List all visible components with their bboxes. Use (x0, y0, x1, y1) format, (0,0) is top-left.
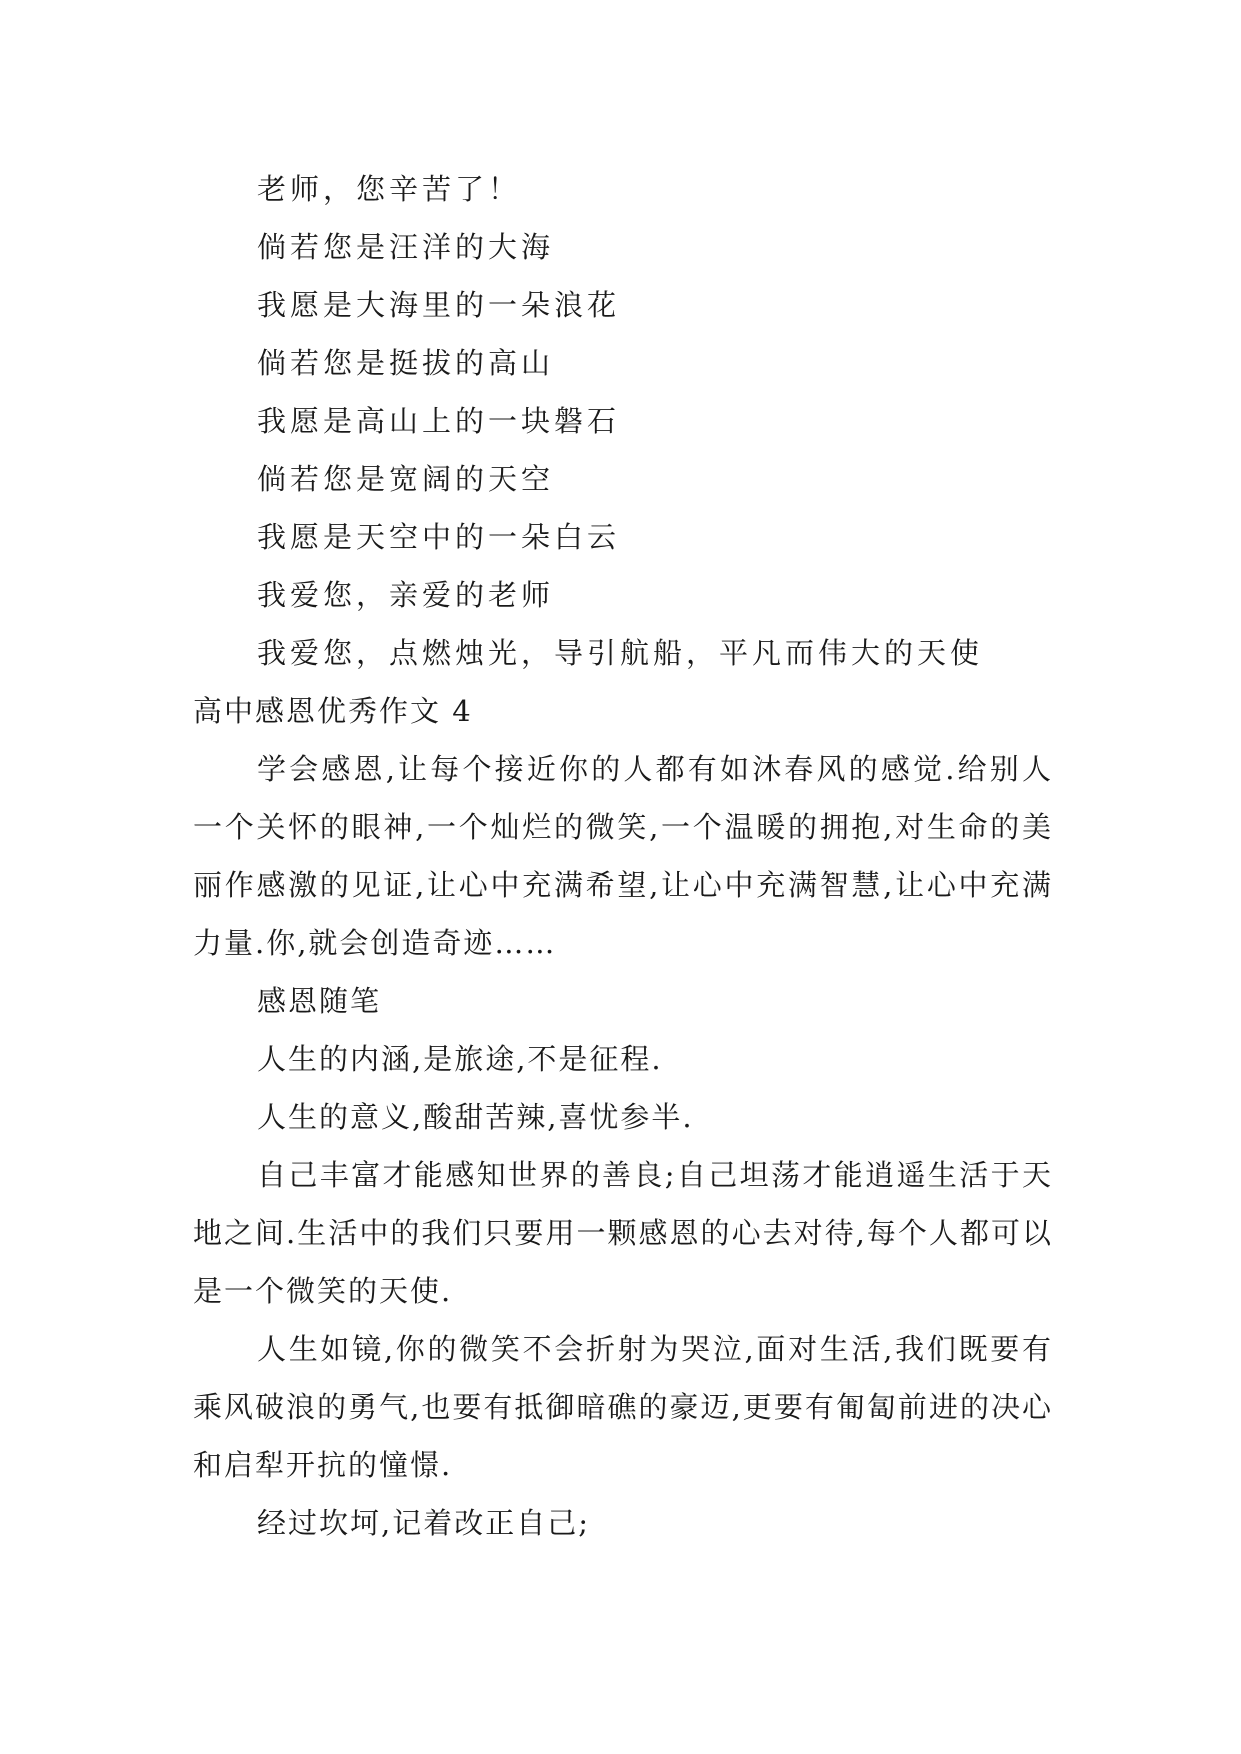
section-heading: 高中感恩优秀作文 4 (193, 694, 473, 728)
poem-line-2: 倘若您是汪洋的大海 (257, 230, 555, 264)
poem-line-9: 我爱您，点燃烛光，导引航船，平凡而伟大的天使 (257, 636, 984, 670)
paragraph-3: 人生的意义,酸甜苦辣,喜忧参半. (257, 1100, 694, 1134)
essay-title: 感恩随笔 (257, 984, 382, 1018)
paragraph-2: 人生的内涵,是旅途,不是征程. (257, 1042, 663, 1076)
paragraph-5: 人生如镜,你的微笑不会折射为哭泣,面对生活,我们既要有乘风破浪的勇气,也要有抵御暗礁的豪迈,更要有匍匐前进的决心和启犁开抗的憧憬. (193, 1332, 1053, 1482)
paragraph-1: 学会感恩,让每个接近你的人都有如沐春风的感觉.给别人一个关怀的眼神,一个灿烂的微笑,一个温暖的拥抱,对生命的美丽作感激的见证,让心中充满希望,让心中充满智慧,让心中充满力量.你,就会创造奇迹…… (193, 752, 1053, 960)
poem-line-5: 我愿是高山上的一块磐石 (257, 404, 621, 438)
poem-line-6: 倘若您是宽阔的天空 (257, 462, 555, 496)
document-page (193, 160, 1053, 1552)
poem-line-3: 我愿是大海里的一朵浪花 (257, 288, 621, 322)
poem-line-4: 倘若您是挺拔的高山 (257, 346, 555, 380)
poem-line-8: 我爱您，亲爱的老师 (257, 578, 555, 612)
paragraph-6: 经过坎坷,记着改正自己; (257, 1506, 590, 1540)
paragraph-4: 自己丰富才能感知世界的善良;自己坦荡才能逍遥生活于天地之间.生活中的我们只要用一颗感恩的心去对待,每个人都可以是一个微笑的天使. (193, 1158, 1053, 1308)
poem-line-1: 老师，您辛苦了！ (257, 172, 522, 206)
poem-line-7: 我愿是天空中的一朵白云 (257, 520, 621, 554)
